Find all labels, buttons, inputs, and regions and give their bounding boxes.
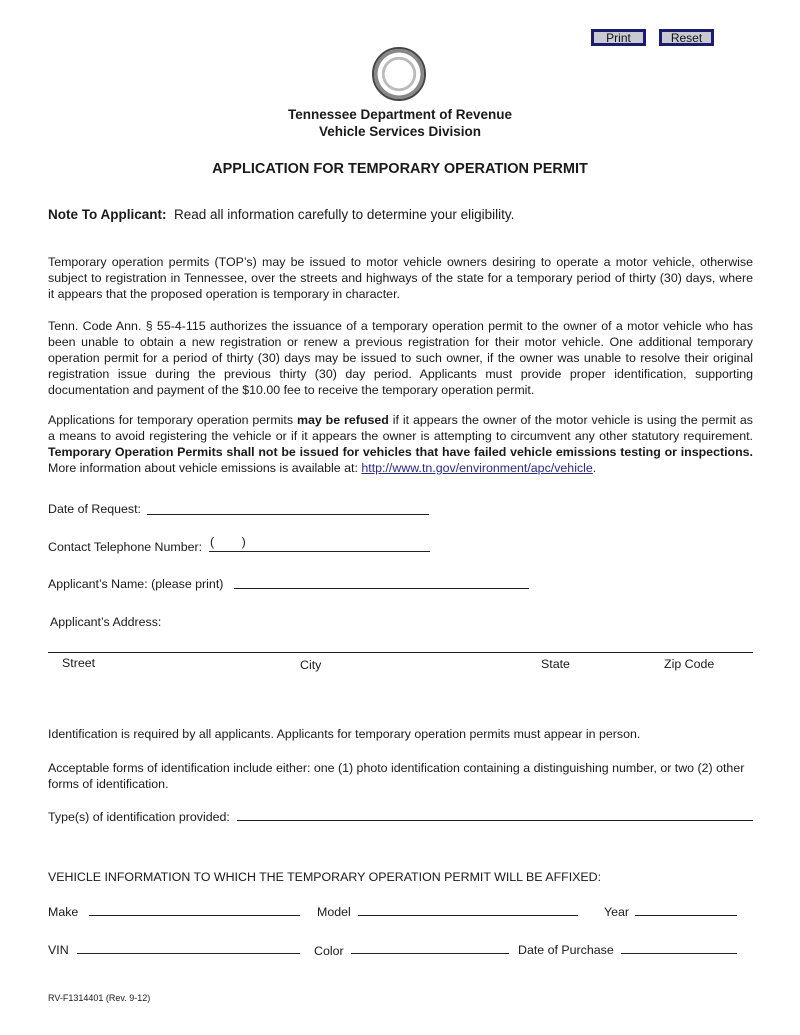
phone-label: Contact Telephone Number: — [48, 540, 203, 554]
note-label: Note To Applicant: — [48, 207, 167, 222]
area-code-parens: ( ) — [210, 535, 246, 549]
id-type-label: Type(s) of identification provided: — [48, 810, 230, 824]
state-seal-logo — [372, 47, 426, 101]
color-field[interactable] — [351, 953, 509, 954]
emissions-warning: Temporary Operation Permits shall not be issued for vehicles that have failed vehicle emissions testing or inspections. — [48, 445, 753, 459]
form-title: APPLICATION FOR TEMPORARY OPERATION PERMIT — [212, 161, 588, 177]
purchase-date-field[interactable] — [621, 953, 737, 954]
vin-field[interactable] — [77, 953, 300, 954]
name-label: Applicant’s Name: (please print) — [48, 577, 224, 591]
print-button[interactable]: Print — [591, 29, 646, 46]
note-to-applicant — [48, 207, 514, 222]
phone-field[interactable] — [209, 551, 430, 552]
bold-text: may be refused — [296, 413, 389, 427]
id-forms-text: Acceptable forms of identification include either: one (1) photo identification containing a distinguishing number, or two (2) other forms of identification. — [48, 761, 745, 791]
paragraph-refusal — [48, 412, 753, 476]
year-field[interactable] — [635, 915, 737, 916]
make-label: Make — [48, 905, 79, 919]
text: More information about vehicle emissions is available at: — [48, 461, 362, 475]
color-label: Color — [314, 944, 344, 958]
make-field[interactable] — [89, 915, 300, 916]
model-label: Model — [317, 905, 351, 919]
text: Applications for temporary operation permits — [48, 413, 297, 427]
text: . — [592, 461, 597, 475]
department-name: Tennessee Department of Revenue — [287, 107, 513, 122]
date-field[interactable] — [147, 514, 429, 515]
zip-label: Zip Code — [664, 657, 715, 671]
division-name: Vehicle Services Division — [318, 124, 482, 139]
model-field[interactable] — [358, 915, 578, 916]
paragraph-top: Temporary operation permits (TOP’s) may be issued to motor vehicle owners desiring to operate a motor vehicle, otherwise subject to registration in Tennessee, over the streets and highways of the state for a temporary period of thirty (30) days, where it appears that the proposed operation is temporary in character. — [48, 255, 753, 301]
vin-label: VIN — [48, 943, 69, 957]
date-label: Date of Request: — [48, 502, 141, 516]
paragraph-statute: Tenn. Code Ann. § 55-4-115 authorizes the issuance of a temporary operation permit to the owner of a motor vehicle who has been unable to obtain a new registration or renew a previous registration for their motor vehicle. One additional temporary operation permit for a period of thirty (30) days may be issued to such owner, if the owner was unable to resolve their original registration issue during the previous thirty (30) day period. Applicants must provide proper identification, supporting documentation and payment of the $10.00 fee to receive the temporary operation permit. — [48, 319, 753, 397]
text: if it appears the owner of the motor vehicle is using the permit as a means to avoid registering the vehicle or if it appears the owner is attempting to circumvent any other statutory requirement. — [48, 413, 753, 443]
state-label: State — [541, 657, 570, 671]
id-required-text: Identification is required by all applicants. Applicants for temporary operation permits must appear in person. — [48, 727, 641, 741]
form-id: RV-F1314401 (Rev. 9-12) — [48, 993, 151, 1003]
address-field[interactable] — [48, 652, 753, 653]
purchase-date-label: Date of Purchase — [518, 943, 614, 957]
address-label: Applicant’s Address: — [50, 615, 162, 629]
note-text: Read all information carefully to determine your eligibility. — [174, 207, 515, 222]
vehicle-info-heading: VEHICLE INFORMATION TO WHICH THE TEMPORARY OPERATION PERMIT WILL BE AFFIXED: — [48, 870, 602, 884]
emissions-link[interactable]: http://www.tn.gov/environment/apc/vehicle — [361, 461, 593, 475]
year-label: Year — [604, 905, 630, 919]
id-type-field[interactable] — [237, 820, 753, 821]
city-label: City — [300, 658, 322, 672]
name-field[interactable] — [234, 588, 529, 589]
street-label: Street — [62, 656, 96, 670]
reset-button[interactable]: Reset — [659, 29, 714, 46]
